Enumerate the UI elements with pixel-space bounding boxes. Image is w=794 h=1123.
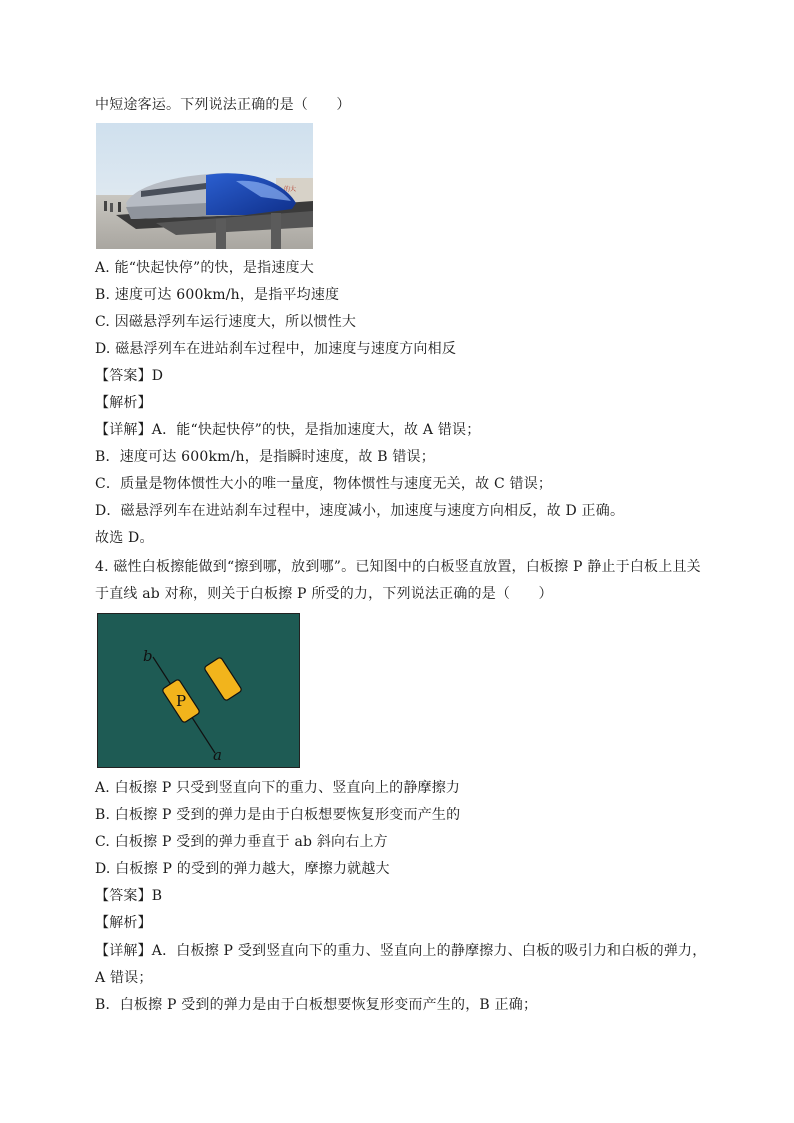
- whiteboard-diagram: [97, 613, 300, 768]
- q3-option-c: C. 因磁悬浮列车运行速度大，所以惯性大: [95, 314, 357, 330]
- q3-analysis-line-4: D．磁悬浮列车在进站刹车过程中，速度减小，加速度与速度方向相反，故 D 正确。: [95, 503, 625, 519]
- q4-option-c: C. 白板擦 P 受到的弹力垂直于 ab 斜向右上方: [95, 834, 388, 850]
- q4-stem-line-1: 4. 磁性白板擦能做到“擦到哪，放到哪”。已知图中的白板竖直放置，白板擦 P 静止于白板上且关: [95, 559, 701, 575]
- q4-analysis-title: 【解析】: [95, 915, 152, 931]
- svg-text:的大: 的大: [284, 186, 297, 193]
- q4-answer: 【答案】B: [95, 888, 163, 904]
- q3-analysis-line-1: 【详解】A．能“快起快停”的快，是指加速度大，故 A 错误；: [95, 422, 481, 438]
- maglev-train-photo: [96, 123, 313, 249]
- q3-conclusion: 故选 D。: [95, 530, 154, 546]
- q3-stem-tail: 中短途客运。下列说法正确的是（ ）: [95, 97, 351, 113]
- q4-option-a: A. 白板擦 P 只受到竖直向下的重力、竖直向上的静摩擦力: [95, 780, 461, 796]
- q3-analysis-line-3: C．质量是物体惯性大小的唯一量度，物体惯性与速度无关，故 C 错误；: [95, 476, 553, 492]
- q4-option-b: B. 白板擦 P 受到的弹力是由于白板想要恢复形变而产生的: [95, 807, 461, 823]
- q3-option-b: B. 速度可达 600km/h，是指平均速度: [95, 287, 340, 303]
- q3-analysis-title: 【解析】: [95, 395, 152, 411]
- q4-analysis-line-1: 【详解】A．白板擦 P 受到竖直向下的重力、竖直向上的静摩擦力、白板的吸引力和白板的弹力，: [95, 943, 707, 959]
- q3-option-a: A. 能“快起快停”的快，是指速度大: [95, 260, 314, 276]
- label-b: b: [143, 647, 153, 665]
- label-p: P: [176, 692, 187, 710]
- whiteboard: [98, 614, 300, 768]
- q3-option-d: D. 磁悬浮列车在进站刹车过程中，加速度与速度方向相反: [95, 341, 457, 357]
- q4-stem-line-2: 于直线 ab 对称，则关于白板擦 P 所受的力，下列说法正确的是（ ）: [95, 586, 553, 602]
- q4-option-d: D. 白板擦 P 的受到的弹力越大，摩擦力就越大: [95, 861, 390, 877]
- q4-analysis-line-3: B．白板擦 P 受到的弹力是由于白板想要恢复形变而产生的，B 正确；: [95, 997, 538, 1013]
- q3-analysis-line-2: B．速度可达 600km/h，是指瞬时速度，故 B 错误；: [95, 449, 435, 465]
- label-a: a: [213, 746, 222, 764]
- q3-answer: 【答案】D: [95, 368, 164, 384]
- q4-analysis-line-2: A 错误；: [95, 970, 153, 986]
